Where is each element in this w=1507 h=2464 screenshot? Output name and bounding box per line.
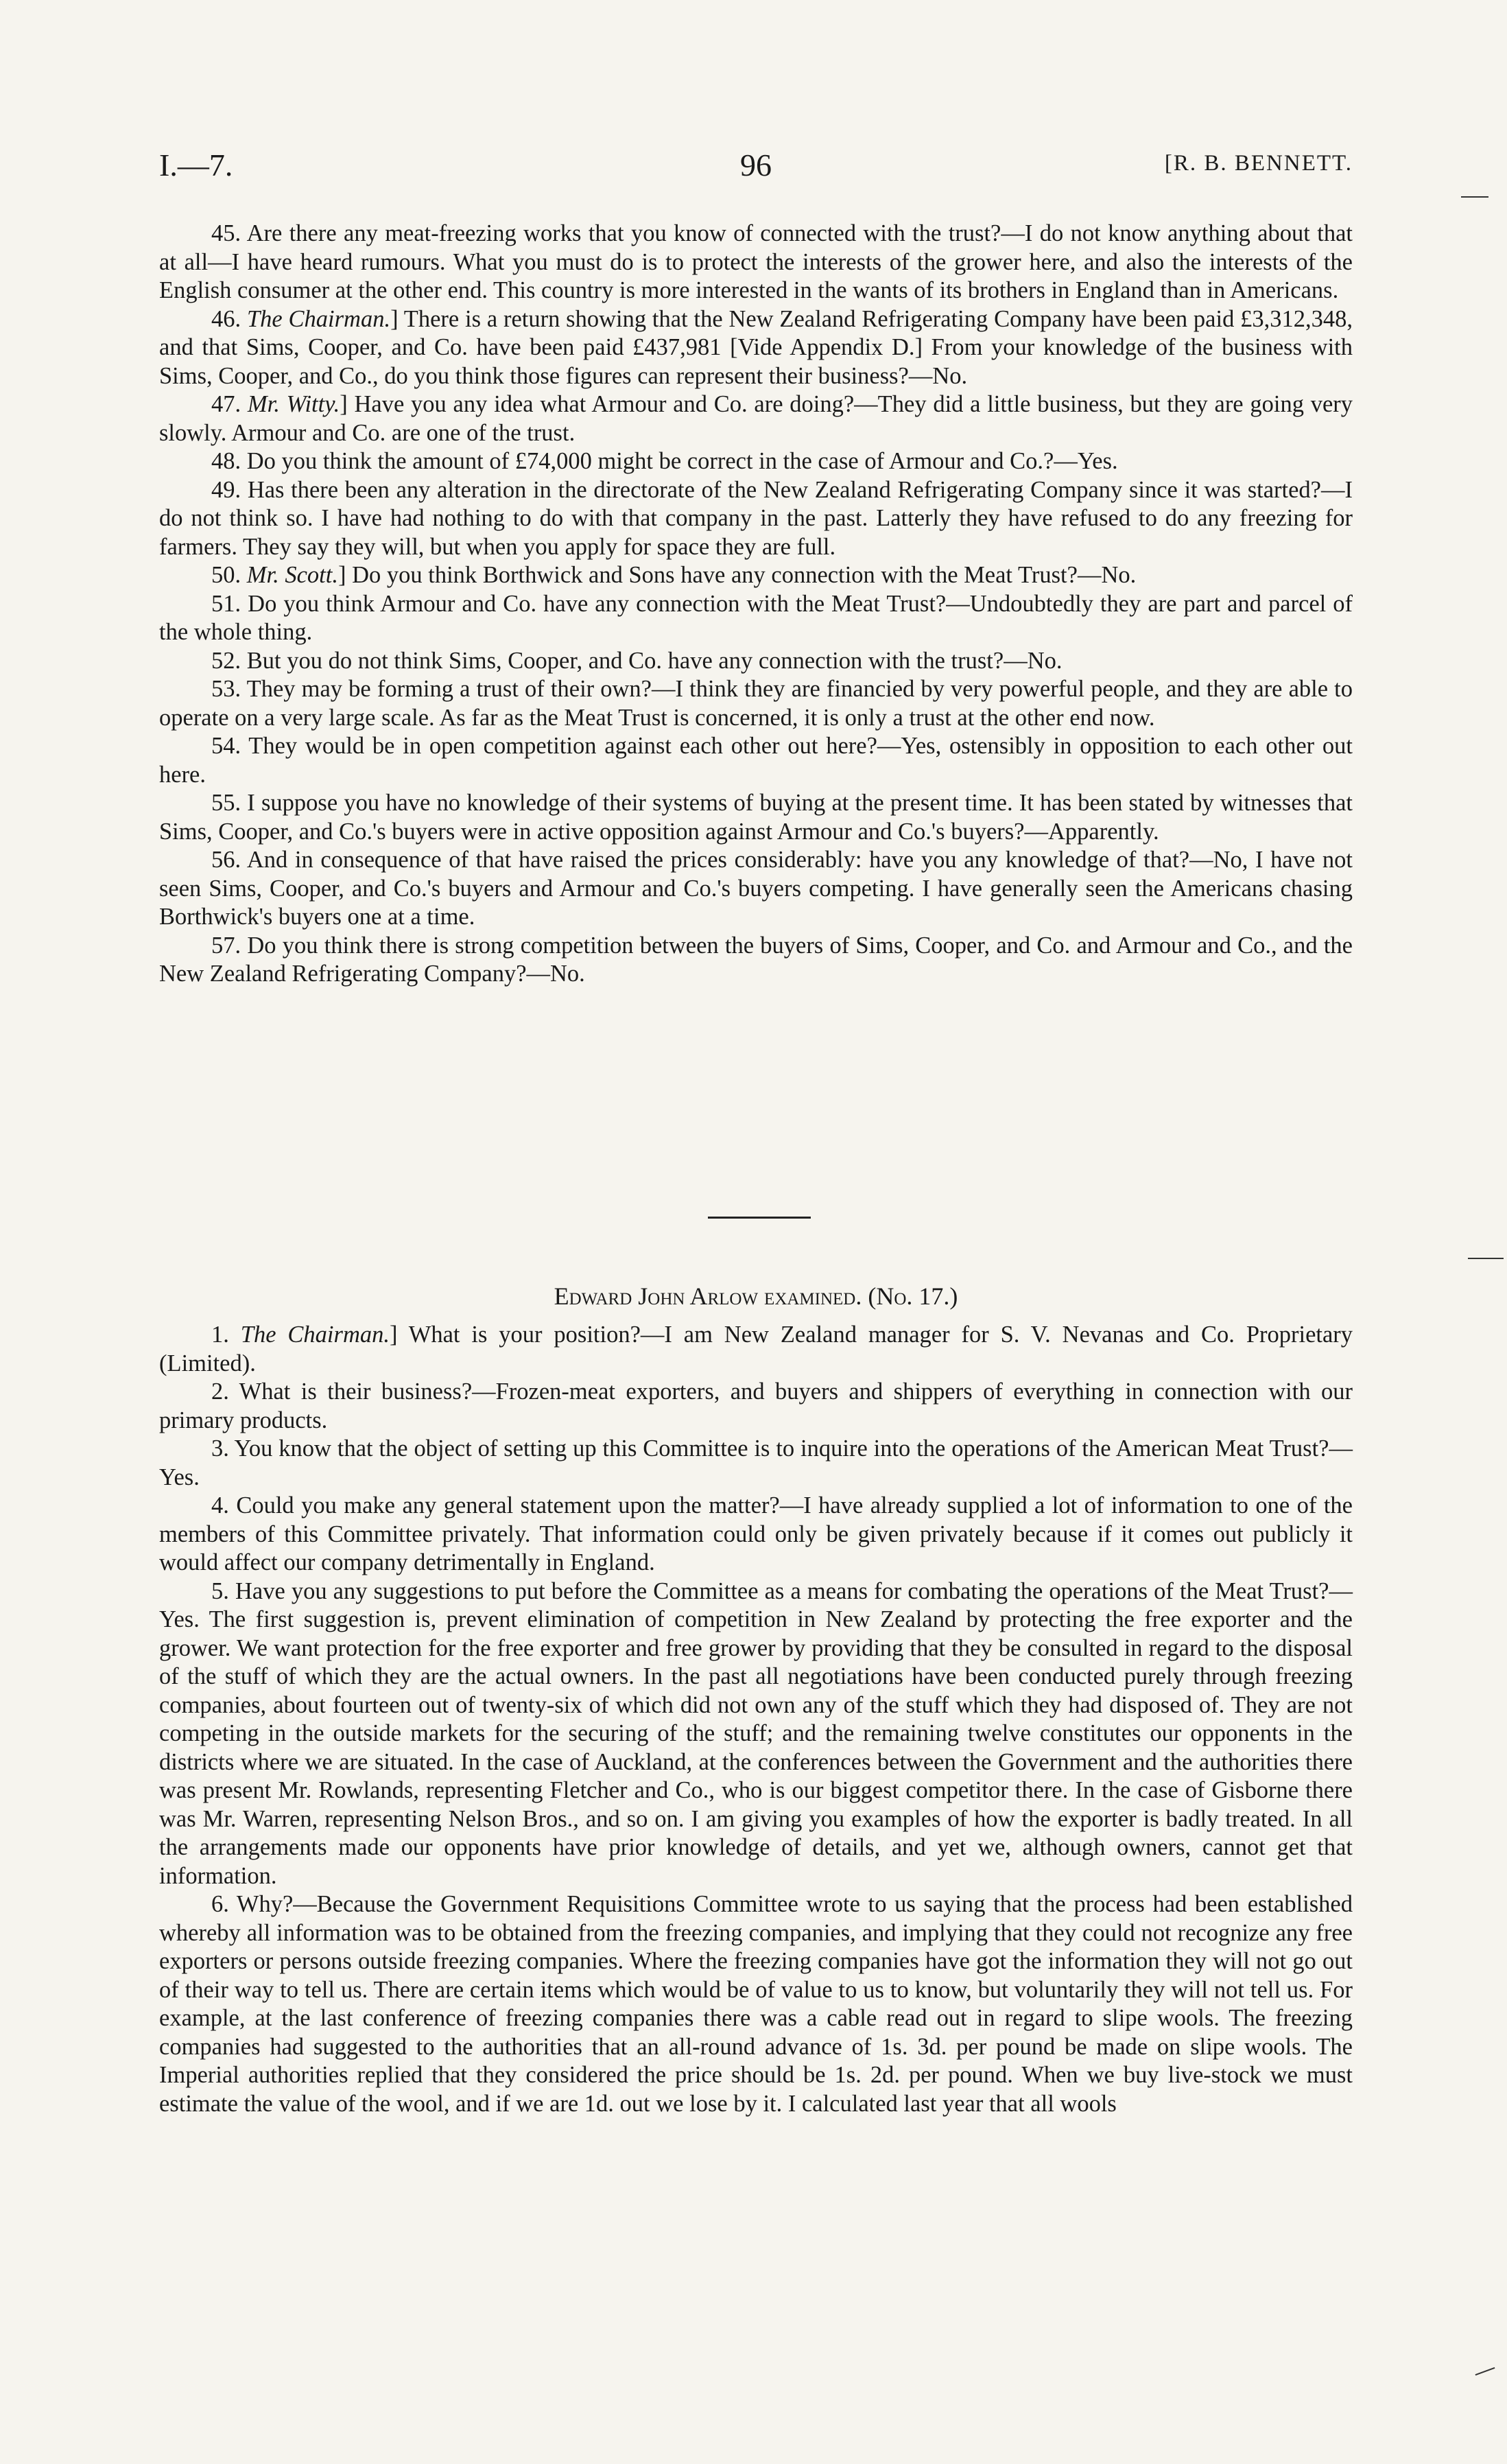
paragraph-text: ] Have you any idea what Armour and Co. are doing?—They did a little business, but they are going very slowly. Armour and Co. are one of the trust. — [159, 391, 1353, 446]
paragraph-q52: 52. But you do not think Sims, Cooper, and Co. have any connection with the trust?—No. — [211, 647, 1063, 674]
paragraph-q55: 55. I suppose you have no knowledge of their systems of buying at the present time. It has been stated by witnesses that Sims, Cooper, and Co.'s buyers were in active opposition against Armour and Co.'s buyers?—Apparently. — [159, 790, 1353, 845]
margin-mark — [1475, 2367, 1495, 2375]
testimony-section-bennett — [159, 220, 1353, 989]
paragraph-q6: 6. Why?—Because the Government Requisitions Committee wrote to us saying that the process had been established whereby all information was to be obtained from the freezing companies, and implying that they could not recognize any free exporters or persons outside freezing companies. Where the freezing companies have got the information they will not go out of their way to tell us. There are certain items which would be of value to us to know, but voluntarily they will not tell us. For example, at the last conference of freezing companies there was a cable read out in regard to slipe wools. The freezing companies had suggested to the authorities that an all-round advance of 1s. 3d. per pound be made on slipe wools. The Imperial authorities replied that they considered the price should be 1s. 2d. per pound. When we buy live-stock we must estimate the value of the wool, and if we are 1d. out we lose by it. I calculated last year that all wools — [159, 1891, 1353, 2117]
paragraph-q1 — [159, 1321, 1353, 1378]
witness-heading: Edward John Arlow examined. (No. 17.) — [554, 1282, 958, 1310]
paragraph-q50 — [159, 561, 1353, 590]
paragraph-q47 — [159, 390, 1353, 447]
paragraph-text: ] Do you think Borthwick and Sons have any connection with the Meat Trust?—No. — [337, 562, 1137, 588]
paragraph-q45: 45. Are there any meat-freezing works that you know of connected with the trust?—I do not know anything about that at all—I have heard rumours. What you must do is to protect the interests of the grower here, and also the interests of the English consumer at the other end. This country is more interested in the wants of its brothers in England than in Americans. — [159, 220, 1353, 303]
section-divider — [708, 1217, 811, 1219]
paragraph-q49: 49. Has there been any alteration in the directorate of the New Zealand Refrigerating Company since it was started?—I do not think so. I have had nothing to do with that company in the past. Latterly they have refused to do any freezing for farmers. They say they will, but when you apply for space they are full. — [159, 476, 1353, 560]
witness-name-header: [R. B. BENNETT. — [1164, 151, 1353, 176]
question-number: 1. — [211, 1322, 229, 1348]
paragraph-q51: 51. Do you think Armour and Co. have any connection with the Meat Trust?—Undoubtedly they are part and parcel of the whole thing. — [159, 590, 1353, 645]
paragraph-q46 — [159, 305, 1353, 391]
paragraph-q56: 56. And in consequence of that have raised the prices considerably: have you any knowledge of that?—No, I have not seen Sims, Cooper, and Co.'s buyers and Armour and Co.'s buyers competing. I have generally seen the Americans chasing Borthwick's buyers one at a time. — [159, 847, 1353, 930]
paragraph-q5: 5. Have you any suggestions to put before the Committee as a means for combating the operations of the Meat Trust?—Yes. The first suggestion is, prevent elimination of competition in New Zealand by protecting the free exporter and the grower. We want protection for the free exporter and free grower by providing that they be consulted in regard to the disposal of the stuff of which they are the actual owners. In the past all negotiations have been conducted purely through freezing companies, about fourteen out of twenty-six of which did not own any of the stuff which they had disposed of. They are not competing in the outside markets for the securing of the stuff; and the remaining twelve constitutes our opponents in the districts where we are situated. In the case of Auckland, at the conferences between the Government and the authorities there was present Mr. Rowlands, representing Fletcher and Co., who is our biggest competitor there. In the case of Gisborne there was Mr. Warren, representing Nelson Bros., and so on. I am giving you examples of how the exporter is badly treated. In all the arrangements made our opponents have prior knowledge of details, and yet we, although owners, cannot get that information. — [159, 1577, 1353, 1889]
question-number: 46. — [211, 305, 241, 332]
paragraph-q2: 2. What is their business?—Frozen-meat exporters, and buyers and shippers of everything in connection with our primary products. — [159, 1378, 1353, 1433]
speaker-name: The Chairman. — [240, 1322, 390, 1348]
question-number: 47. — [211, 391, 241, 417]
question-number: 50. — [211, 562, 241, 588]
paragraph-q57: 57. Do you think there is strong competition between the buyers of Sims, Cooper, and Co. and Armour and Co., and the New Zealand Refrigerating Company?—No. — [159, 932, 1353, 987]
speaker-name: Mr. Scott. — [246, 562, 338, 588]
testimony-section-arlow — [159, 1321, 1353, 2118]
paragraph-text: ] There is a return showing that the New Zealand Refrigerating Company have been paid £3,312,348, and that Sims, Cooper, and Co. have been paid £437,981 [Vide Appendix D.] From your knowledge of the business with Sims, Cooper, and Co., do you think those figures can represent their business?—No. — [159, 305, 1353, 389]
margin-mark — [1468, 1258, 1504, 1259]
speaker-name: Mr. Witty. — [247, 391, 340, 417]
paragraph-q4: 4. Could you make any general statement upon the matter?—I have already supplied a lot of information to one of the members of this Committee privately. That information could only be given privately because if it comes out publicly it would affect our company detrimentally in England. — [159, 1492, 1353, 1575]
page-number: 96 — [740, 148, 772, 183]
paragraph-q48: 48. Do you think the amount of £74,000 might be correct in the case of Armour and Co.?—Yes. — [211, 448, 1118, 474]
paragraph-q3: 3. You know that the object of setting up this Committee is to inquire into the operations of the American Meat Trust?—Yes. — [159, 1435, 1353, 1490]
margin-mark — [1461, 196, 1488, 198]
paragraph-text: ] What is your position?—I am New Zealand manager for S. V. Nevanas and Co. Proprietary (Limited). — [159, 1322, 1353, 1376]
paper-reference: I.—7. — [159, 148, 233, 183]
paragraph-q53: 53. They may be forming a trust of their own?—I think they are financied by very powerful people, and they are able to operate on a very large scale. As far as the Meat Trust is concerned, it is only a trust at the other end now. — [159, 676, 1353, 731]
page-header — [159, 147, 1353, 185]
speaker-name: The Chairman. — [246, 305, 391, 332]
paragraph-q54: 54. They would be in open competition against each other out here?—Yes, ostensibly in opposition to each other out here. — [159, 733, 1353, 788]
